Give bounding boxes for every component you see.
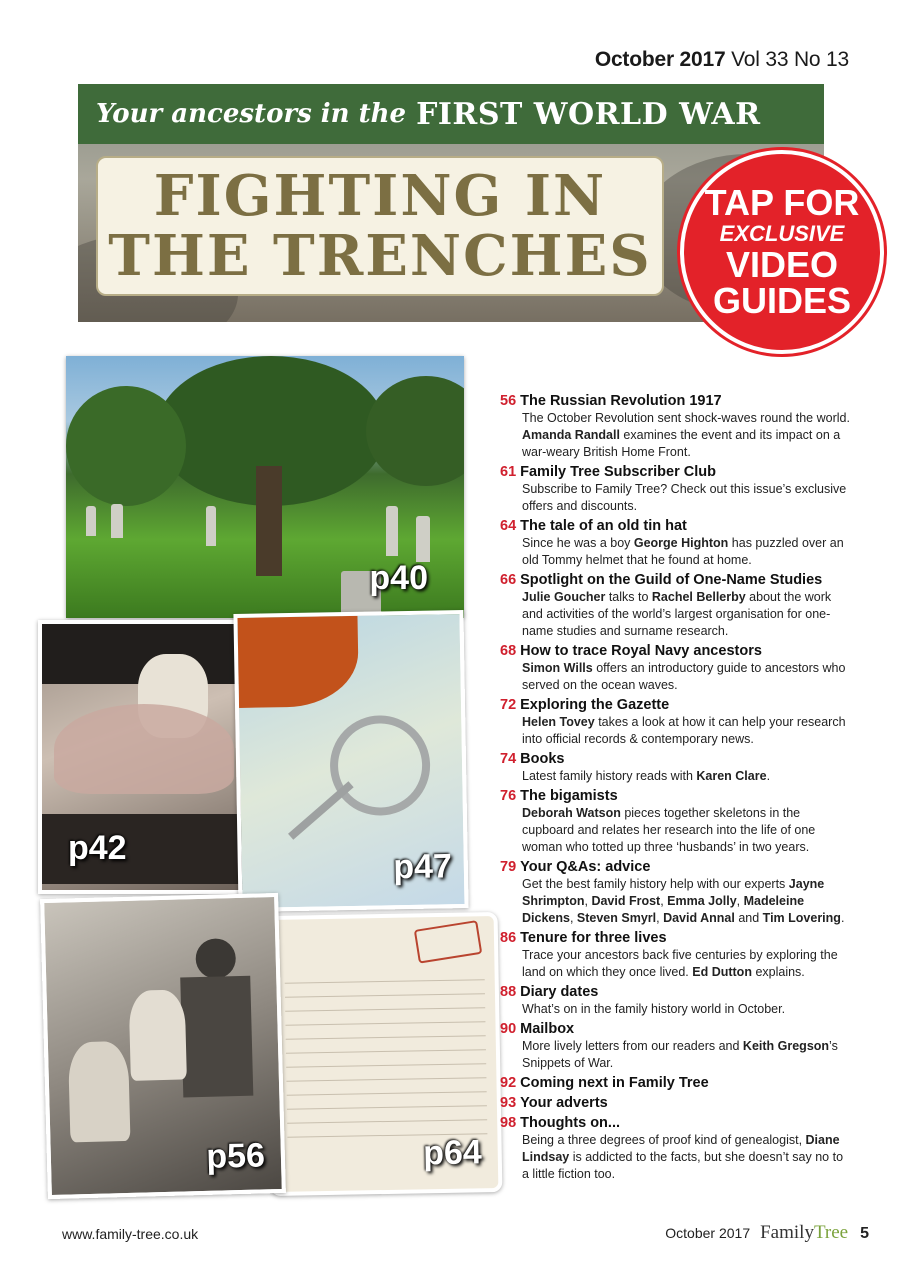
magnifying-glass: [329, 715, 431, 817]
tree-canopy: [66, 386, 186, 506]
entry-title-line: [500, 929, 850, 947]
entry-page-number: 74: [500, 751, 517, 767]
feature-title-line-2: THE TRENCHES: [108, 223, 652, 289]
entry-title-line: [500, 392, 850, 410]
entry-title: Your adverts: [520, 1095, 608, 1111]
gravestone: [86, 506, 96, 536]
document-table: [285, 966, 488, 1137]
banner-strip: [78, 84, 824, 144]
entry-page-number: 76: [500, 788, 517, 804]
figure-body: [180, 976, 253, 1098]
gravestone: [416, 516, 430, 562]
entry-title: Thoughts on...: [520, 1115, 621, 1131]
contents-list: [500, 392, 850, 1185]
photo-label-p40: p40: [369, 559, 428, 597]
entry-title: The bigamists: [520, 788, 618, 804]
entry-description: Get the best family history help with our experts Jayne Shrimpton, David Frost, Emma Jolly, Madeleine Dickens, Steven Smyrl, David Annal and Tim Lovering.: [522, 877, 845, 925]
entry-title: How to trace Royal Navy ancestors: [520, 643, 762, 659]
contents-entry[interactable]: [500, 642, 850, 694]
entry-title-line: [500, 1094, 850, 1112]
entry-title: Your Q&As: advice: [520, 859, 651, 875]
entry-description: Since he was a boy George Highton has puzzled over an old Tommy helmet that he found at home.: [522, 536, 844, 567]
entry-description: What’s on in the family history world in October.: [522, 1002, 786, 1016]
photo-label-p64: p64: [422, 1133, 483, 1173]
entry-page-number: 93: [500, 1095, 517, 1111]
contents-entry[interactable]: [500, 1114, 850, 1183]
stamp-mark: [414, 920, 483, 964]
royal-family-photo[interactable]: [40, 893, 286, 1199]
issue-number: No 13: [793, 48, 849, 71]
contents-entry[interactable]: [500, 1074, 850, 1092]
entry-title-line: [500, 787, 850, 805]
entry-title: Spotlight on the Guild of One-Name Studies: [520, 572, 823, 588]
entry-title: Mailbox: [520, 1021, 575, 1037]
entry-title-line: [500, 571, 850, 589]
tree-trunk: [256, 466, 282, 576]
feature-title-box: [96, 156, 664, 296]
issue-line: [595, 48, 849, 72]
entry-page-number: 66: [500, 572, 517, 588]
footer-right: [665, 1222, 869, 1244]
entry-description: Latest family history reads with Karen Clare.: [522, 769, 771, 783]
footer-brand-logo: [760, 1222, 848, 1244]
entry-description: More lively letters from our readers and Keith Gregson’s Snippets of War.: [522, 1039, 838, 1070]
entry-title: The Russian Revolution 1917: [520, 393, 722, 409]
entry-page-number: 90: [500, 1021, 517, 1037]
contents-entry[interactable]: [500, 1094, 850, 1112]
entry-page-number: 86: [500, 930, 517, 946]
entry-title: Coming next in Family Tree: [520, 1075, 709, 1091]
magnifier-handle: [288, 781, 354, 840]
badge-line-1: TAP FOR: [704, 182, 860, 223]
gravestone: [206, 506, 216, 546]
figure-head: [195, 938, 236, 979]
tree-canopy: [366, 376, 464, 486]
feature-title-line-1: FIGHTING IN: [153, 163, 607, 229]
figure-dress: [129, 989, 187, 1080]
issue-volume: Vol 33: [731, 48, 789, 71]
entry-page-number: 72: [500, 697, 517, 713]
contents-entry[interactable]: [500, 1020, 850, 1072]
skull-carving-photo[interactable]: [38, 620, 258, 894]
entry-title-line: [500, 642, 850, 660]
badge-line-3: VIDEO: [725, 244, 839, 285]
entry-title-line: [500, 858, 850, 876]
entry-title: Books: [520, 751, 565, 767]
entry-title-line: [500, 983, 850, 1001]
entry-title: The tale of an old tin hat: [520, 518, 687, 534]
contents-entry[interactable]: [500, 750, 850, 785]
banner-strip-caps: FIRST WORLD WAR: [416, 96, 761, 132]
contents-entry[interactable]: [500, 392, 850, 461]
contents-entry[interactable]: [500, 787, 850, 856]
page-number: 5: [860, 1225, 869, 1242]
glass-of-drink: [237, 616, 359, 708]
contents-entry[interactable]: [500, 929, 850, 981]
figure-dress: [68, 1041, 131, 1143]
entry-title: Tenure for three lives: [520, 930, 667, 946]
entry-description: Simon Wills offers an introductory guide to ancestors who served on the ocean waves.: [522, 661, 846, 692]
contents-entry[interactable]: [500, 571, 850, 640]
entry-title-line: [500, 696, 850, 714]
entry-page-number: 88: [500, 984, 517, 1000]
footer-website[interactable]: www.family-tree.co.uk: [62, 1226, 199, 1242]
entry-page-number: 68: [500, 643, 517, 659]
video-guides-badge[interactable]: [680, 150, 884, 354]
entry-description: Helen Tovey takes a look at how it can help your research into official records & contemporary news.: [522, 715, 846, 746]
war-badge-document-photo[interactable]: [266, 912, 503, 1196]
entry-description: The October Revolution sent shock-waves round the world. Amanda Randall examines the event and its impact on a war-weary British Home Front.: [522, 411, 850, 459]
entry-title: Family Tree Subscriber Club: [520, 464, 716, 480]
entry-title-line: [500, 1020, 850, 1038]
entry-page-number: 92: [500, 1075, 517, 1091]
entry-description: Being a three degrees of proof kind of genealogist, Diane Lindsay is addicted to the facts, but she doesn’t say no to a little fiction too.: [522, 1133, 844, 1181]
contents-entry[interactable]: [500, 983, 850, 1018]
banner-strip-script: Your ancestors in the: [96, 99, 407, 129]
entry-description: Julie Goucher talks to Rachel Bellerby about the work and activities of the world’s largest organisation for one-name studies and surname research.: [522, 590, 832, 638]
entry-description: Trace your ancestors back five centuries by exploring the land on which they once lived. Ed Dutton explains.: [522, 948, 838, 979]
wing-shape: [54, 704, 234, 794]
entry-page-number: 98: [500, 1115, 517, 1131]
contents-entry[interactable]: [500, 696, 850, 748]
issue-date: October 2017: [594, 48, 726, 71]
gravestone: [386, 506, 398, 556]
badge-line-2: EXCLUSIVE: [719, 221, 845, 246]
entry-description: Subscribe to Family Tree? Check out this issue’s exclusive offers and discounts.: [522, 482, 847, 513]
cemetery-photo[interactable]: [66, 356, 464, 618]
contents-entry[interactable]: [500, 463, 850, 515]
photo-label-p47: p47: [392, 847, 453, 887]
entry-description: Deborah Watson pieces together skeletons in the cupboard and relates her research into the life of one woman who totted up three ‘husbands’ in two years.: [522, 806, 816, 854]
entry-page-number: 56: [500, 393, 517, 409]
entry-page-number: 64: [500, 518, 517, 534]
entry-title-line: [500, 517, 850, 535]
brand-tree: Tree: [813, 1222, 849, 1243]
entry-title: Diary dates: [520, 984, 599, 1000]
entry-page-number: 79: [500, 859, 517, 875]
badge-line-4: GUIDES: [712, 280, 852, 321]
entry-title-line: [500, 463, 850, 481]
brand-family: Family: [760, 1222, 814, 1243]
entry-title: Exploring the Gazette: [520, 697, 670, 713]
photo-label-p56: p56: [205, 1136, 266, 1176]
contents-entry[interactable]: [500, 517, 850, 569]
photo-label-p42: p42: [68, 829, 127, 867]
entry-title-line: [500, 1074, 850, 1092]
contents-entry[interactable]: [500, 858, 850, 927]
entry-page-number: 61: [500, 464, 517, 480]
entry-title-line: [500, 1114, 850, 1132]
gravestone: [111, 504, 123, 538]
entry-title-line: [500, 750, 850, 768]
footer-date: October 2017: [665, 1225, 751, 1241]
map-magnifier-photo[interactable]: [233, 610, 468, 912]
